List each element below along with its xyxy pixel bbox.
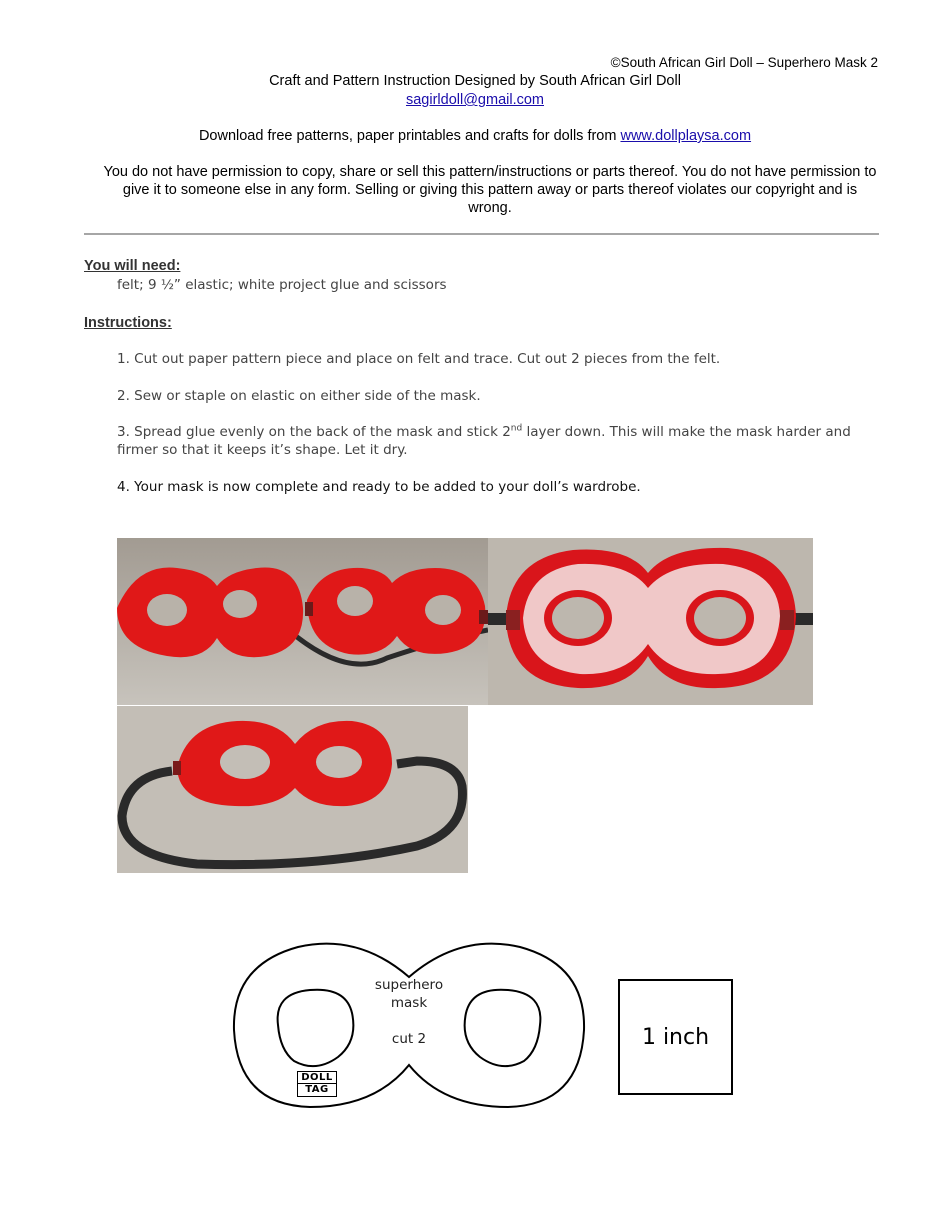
instructions-heading: Instructions:: [84, 315, 172, 331]
step-3-text-b: layer down. This will make the mask harder and firmer so that it keeps it’s shape. Let it dry.: [117, 424, 851, 458]
step-3-superscript: nd: [510, 423, 523, 434]
needs-list: felt; 9 ½” elastic; white project glue and scissors: [117, 277, 447, 293]
copyright-notice: You do not have permission to copy, share or sell this pattern/instructions or parts thereof. You do not have permission to give it to someone else in any form. Selling or giving this pattern away or parts thereof violates our copyright and is wrong.: [103, 164, 877, 216]
scale-reference-box: [618, 979, 733, 1095]
download-line: [0, 128, 950, 144]
step-3-text-a: 3. Spread glue evenly on the back of the mask and stick 2: [117, 424, 511, 440]
photo-glued-mask: [488, 538, 813, 705]
divider: [84, 233, 879, 235]
email-link[interactable]: sagirldoll@gmail.com: [405, 92, 544, 108]
download-text: Download free patterns, paper printables and crafts for dolls from: [198, 128, 621, 144]
pattern-label-line1: superhero: [374, 977, 444, 993]
scale-label: 1 inch: [641, 1024, 710, 1050]
step-2: 2. Sew or staple on elastic on either side of the mask.: [117, 388, 481, 404]
photo-finished-mask: [117, 706, 468, 873]
credit-line: Craft and Pattern Instruction Designed by South African Girl Doll: [269, 73, 681, 89]
pattern-cut-label: cut 2: [391, 1031, 427, 1047]
photo-cut-felt-pieces: [117, 538, 488, 705]
mask-pattern-outline: [228, 935, 590, 1111]
step-3: [117, 423, 882, 459]
step-1: 1. Cut out paper pattern piece and place on felt and trace. Cut out 2 pieces from the felt.: [117, 351, 721, 367]
page-header-label: ©South African Girl Doll – Superhero Mask 2: [610, 55, 878, 70]
step-4: 4. Your mask is now complete and ready to be added to your doll’s wardrobe.: [117, 479, 641, 495]
needs-heading: You will need:: [84, 258, 181, 274]
pattern-label-line2: mask: [390, 995, 428, 1011]
doll-tag-top: DOLL: [298, 1072, 336, 1084]
website-link[interactable]: www.dollplaysa.com: [620, 128, 752, 144]
email-line: [0, 92, 950, 108]
doll-tag-logo: [297, 1071, 337, 1097]
doll-tag-bottom: TAG: [305, 1084, 329, 1095]
